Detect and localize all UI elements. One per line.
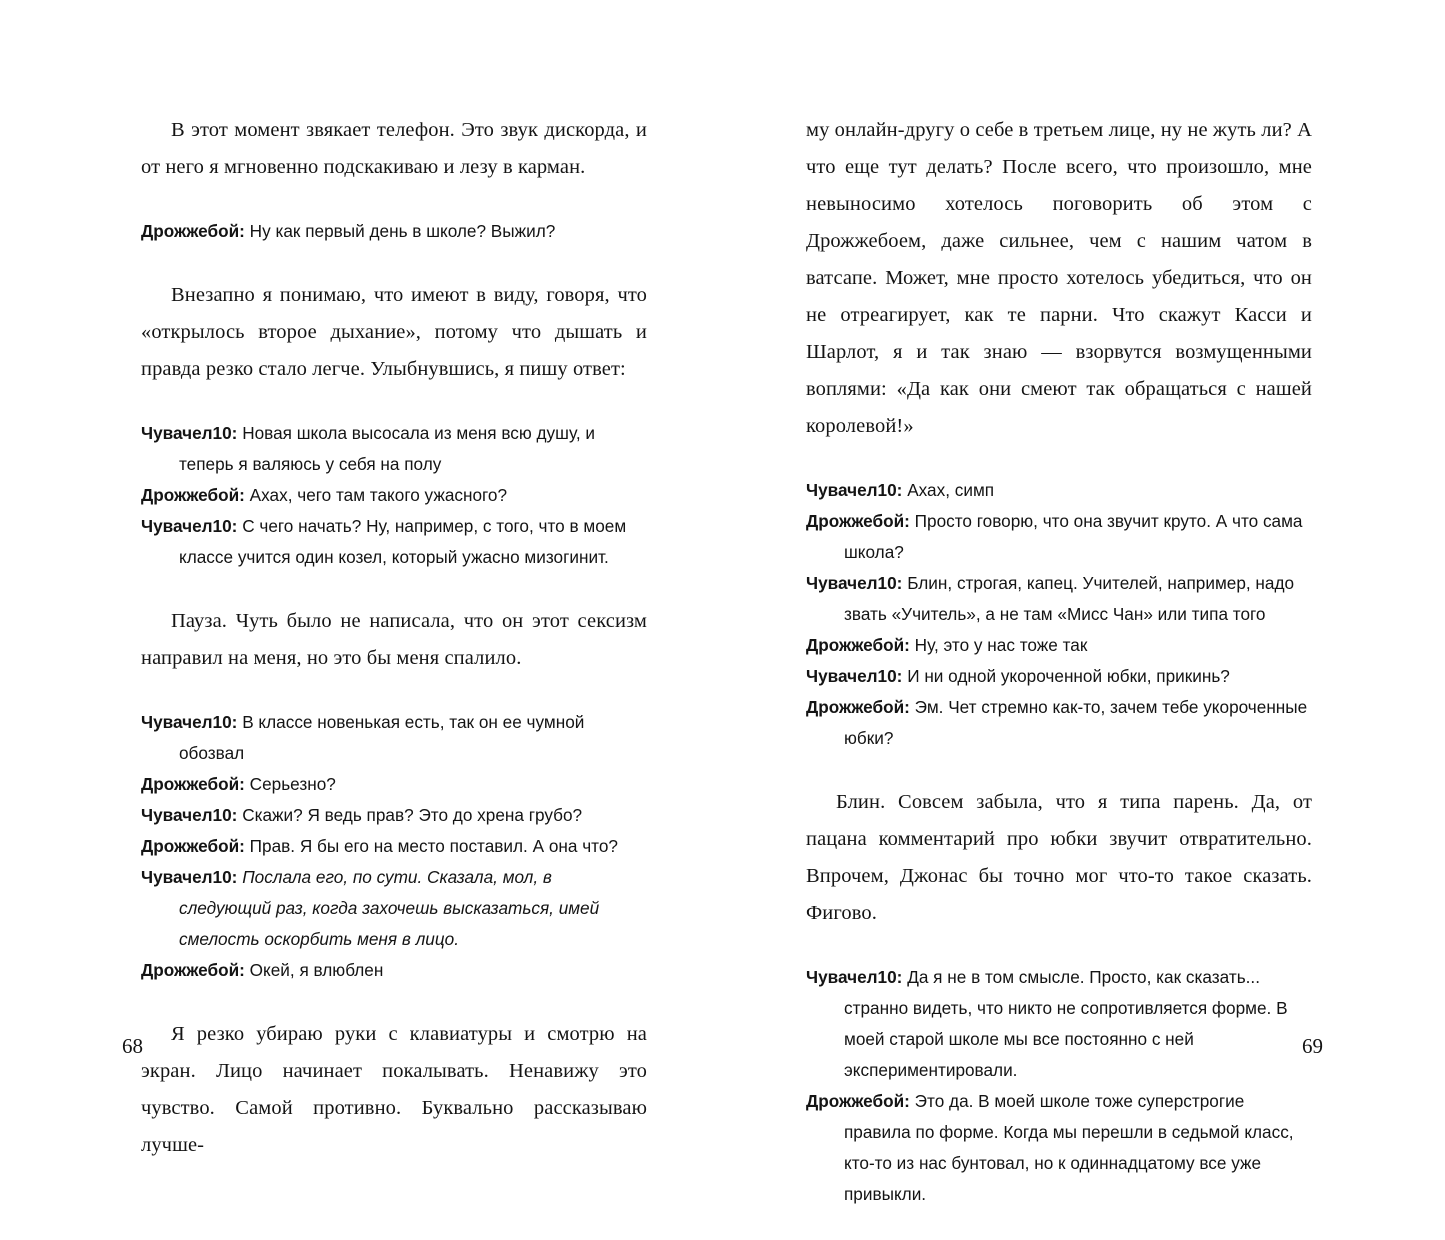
chat-message — [806, 506, 1312, 568]
chat-text: Серьезно? — [249, 774, 336, 794]
narrative-paragraph: Внезапно я понимаю, что имеют в виду, говоря, что «открылось второе дыхание», потому что дышать и правда резко стало легче. Улыбнувшись, я пишу ответ: — [141, 284, 647, 380]
chat-text: Прав. Я бы его на место поставил. А она что? — [249, 836, 618, 856]
chat-message — [141, 831, 647, 862]
chat-text: Новая школа высосала из меня всю душу, и теперь я валяюсь у себя на полу — [179, 423, 595, 474]
chat-transcript — [141, 418, 647, 573]
chat-sender: Дрожжебой: — [806, 635, 915, 655]
chat-text: Ахах, симп — [907, 480, 995, 500]
page-number-left: 68 — [122, 1034, 143, 1058]
chat-sender: Дрожжебой: — [806, 1091, 915, 1111]
chat-text: Скажи? Я ведь прав? Это до хрена грубо? — [242, 805, 583, 825]
chat-sender: Дрожжебой: — [141, 774, 250, 794]
chat-transcript — [806, 962, 1312, 1210]
chat-sender: Чувачел10: — [141, 712, 243, 732]
chat-message — [806, 568, 1312, 630]
chat-message — [806, 692, 1312, 754]
chat-sender: Чувачел10: — [806, 480, 908, 500]
right-page-column — [806, 112, 1312, 1240]
left-page-column — [141, 112, 647, 1240]
chat-message — [141, 216, 647, 247]
narrative-paragraph: Пауза. Чуть было не написала, что он этот сексизм направил на меня, но это бы меня спалило. — [141, 610, 647, 669]
chat-sender: Чувачел10: — [141, 516, 243, 536]
chat-transcript — [141, 707, 647, 986]
chat-message — [141, 418, 647, 480]
chat-sender: Чувачел10: — [806, 967, 908, 987]
chat-message — [806, 1086, 1312, 1210]
chat-message — [141, 800, 647, 831]
narrative-paragraph: Блин. Совсем забыла, что я типа парень. Да, от пацана комментарий про юбки звучит отвратительно. Впрочем, Джонас бы точно мог что-то такое сказать. Фигово. — [806, 791, 1312, 924]
chat-message — [806, 630, 1312, 661]
chat-message — [141, 862, 647, 955]
chat-message — [806, 962, 1312, 1086]
chat-text: И ни одной укороченной юбки, прикинь? — [907, 666, 1230, 686]
narrative-paragraph: Я резко убираю руки с клавиатуры и смотрю на экран. Лицо начинает покалывать. Ненавижу это чувство. Самой противно. Буквально рассказываю лучше- — [141, 1023, 647, 1156]
chat-sender: Дрожжебой: — [141, 960, 250, 980]
chat-text: В классе новенькая есть, так он ее чумной обозвал — [179, 712, 585, 763]
chat-message — [141, 769, 647, 800]
chat-text: Это да. В моей школе тоже суперстрогие правила по форме. Когда мы перешли в седьмой класс, кто-то из нас бунтовал, но к одиннадцатому все уже привыкли. — [844, 1091, 1294, 1204]
chat-sender: Дрожжебой: — [141, 485, 250, 505]
chat-text: Послала его, по сути. Сказала, мол, в следующий раз, когда захочешь высказаться, имей смелость оскорбить меня в лицо. — [179, 867, 600, 949]
chat-text: Ахах, чего там такого ужасного? — [249, 485, 508, 505]
chat-sender: Чувачел10: — [141, 423, 243, 443]
chat-sender: Чувачел10: — [141, 805, 243, 825]
chat-message — [141, 511, 647, 573]
chat-message — [141, 480, 647, 511]
chat-sender: Дрожжебой: — [806, 511, 915, 531]
chat-text: Просто говорю, что она звучит круто. А что сама школа? — [844, 511, 1303, 562]
chat-sender: Чувачел10: — [806, 666, 908, 686]
chat-transcript — [141, 216, 647, 247]
page-number-right: 69 — [1302, 1034, 1323, 1058]
chat-sender: Чувачел10: — [806, 573, 908, 593]
chat-text: С чего начать? Ну, например, с того, что в моем классе учится один козел, который ужасно мизогинит. — [179, 516, 627, 567]
chat-sender: Дрожжебой: — [141, 836, 250, 856]
chat-text: Блин, строгая, капец. Учителей, например, надо звать «Учитель», а не там «Мисс Чан» или типа того — [844, 573, 1295, 624]
chat-message — [806, 661, 1312, 692]
chat-sender: Дрожжебой: — [806, 697, 915, 717]
chat-text: Эм. Чет стремно как-то, зачем тебе укороченные юбки? — [844, 697, 1308, 748]
narrative-paragraph: В этот момент звякает телефон. Это звук дискорда, и от него я мгновенно подскакиваю и лезу в карман. — [141, 119, 647, 178]
chat-text: Да я не в том смысле. Просто, как сказать... странно видеть, что никто не сопротивляется форме. В моей старой школе мы все постоянно с ней экспериментировали. — [844, 967, 1288, 1080]
narrative-paragraph: му онлайн-другу о себе в третьем лице, ну не жуть ли? А что еще тут делать? После всего, что произошло, мне невыносимо хотелось поговорить об этом с Дрожжебоем, даже сильнее, чем с нашим чатом в ватсапе. Может, мне просто хотелось убедиться, что он не отреагирует, как те парни. Что скажут Касси и Шарлот, я и так знаю — взорвутся возмущенными воплями: «Да как они смеют так обращаться с нашей королевой!» — [806, 119, 1312, 437]
chat-text: Ну, это у нас тоже так — [914, 635, 1088, 655]
chat-text: Ну как первый день в школе? Выжил? — [249, 221, 556, 241]
chat-sender: Чувачел10: — [141, 867, 243, 887]
chat-message — [141, 707, 647, 769]
chat-message — [141, 955, 647, 986]
chat-text: Окей, я влюблен — [249, 960, 384, 980]
chat-sender: Дрожжебой: — [141, 221, 250, 241]
chat-transcript — [806, 475, 1312, 754]
chat-message — [806, 475, 1312, 506]
